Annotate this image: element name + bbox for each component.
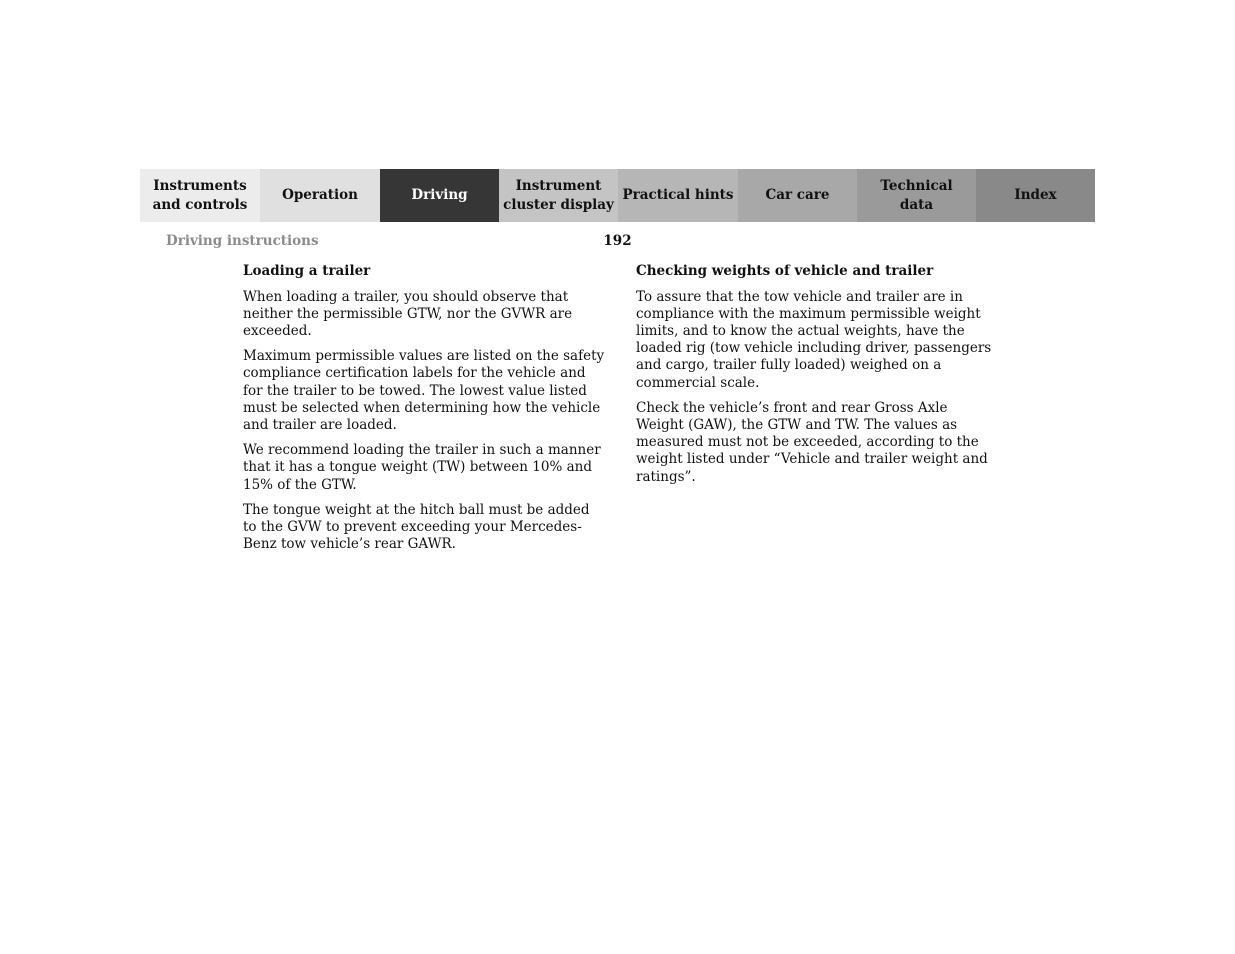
right-paragraph: Check the vehicle’s front and rear Gross Axle Weight (GAW), the GTW and TW. The values as measured must not be exceeded, according to the weight listed under “Vehicle and trailer weight and ratings”. <box>636 399 988 485</box>
tab-label: Technical data <box>880 177 953 213</box>
tab-label: Practical hints <box>622 187 734 203</box>
section-title: Driving instructions <box>166 233 319 249</box>
tab-car-care[interactable] <box>738 169 857 222</box>
tab-label: Driving <box>411 187 468 203</box>
tab-driving[interactable] <box>380 169 499 222</box>
tab-instrument-cluster-display[interactable] <box>499 169 618 222</box>
left-heading: Loading a trailer <box>243 263 371 279</box>
tab-label: Car care <box>765 187 830 203</box>
right-heading: Checking weights of vehicle and trailer <box>636 263 934 279</box>
right-column <box>636 263 998 494</box>
tab-practical-hints[interactable] <box>618 169 738 222</box>
tab-label: Instrument cluster display <box>503 177 614 213</box>
tab-label: Instruments and controls <box>152 177 248 213</box>
tab-instruments-and-controls[interactable] <box>140 169 260 222</box>
left-column <box>243 263 605 561</box>
tab-label: Operation <box>282 187 358 203</box>
left-paragraph: When loading a trailer, you should observe that neither the permissible GTW, nor the GVWR are exceeded. <box>243 288 573 339</box>
tab-label: Index <box>1014 187 1057 203</box>
tab-technical-data[interactable] <box>857 169 976 222</box>
left-paragraph: We recommend loading the trailer in such a manner that it has a tongue weight (TW) between 10% and 15% of the GTW. <box>243 442 601 493</box>
left-paragraph: The tongue weight at the hitch ball must be added to the GVW to prevent exceeding your Mercedes-Benz tow vehicle’s rear GAWR. <box>243 501 590 553</box>
chapter-tab-bar <box>140 169 1095 222</box>
page-header <box>0 232 1235 252</box>
right-paragraph: To assure that the tow vehicle and trailer are in compliance with the maximum permissible weight limits, and to know the actual weights, have the loaded rig (tow vehicle including driver, passengers and cargo, trailer fully loaded) weighed on a commercial scale. <box>636 288 992 391</box>
tab-operation[interactable] <box>260 169 380 222</box>
left-paragraph: Maximum permissible values are listed on the safety compliance certification labels for the vehicle and for the trailer to be towed. The lowest value listed must be selected when determining how the vehicle and trailer are loaded. <box>243 348 605 433</box>
page-number: 192 <box>603 233 632 249</box>
tab-index[interactable] <box>976 169 1095 222</box>
